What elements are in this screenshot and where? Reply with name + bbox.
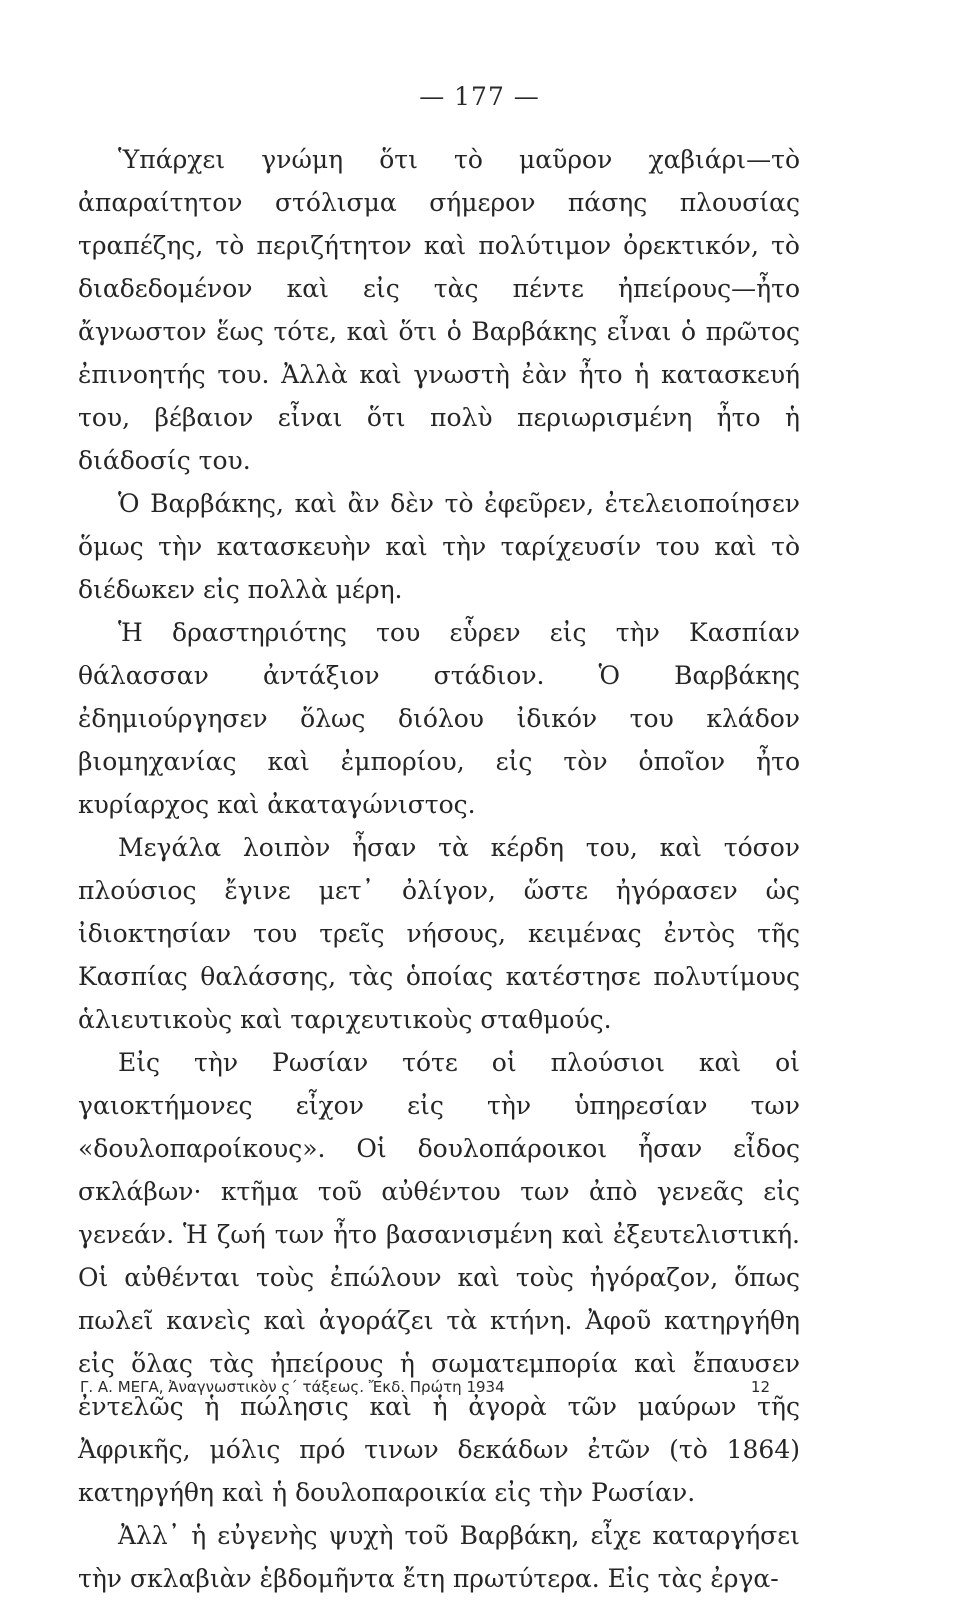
page-number: — 177 — [419, 82, 540, 111]
paragraph-3: Ἡ δραστηριότης του εὗρεν εἰς τὴν Κασπίαν θάλασσαν ἀντάξιον στάδιον. Ὁ Βαρβάκης ἐδημιούργησεν ὅλως διόλου ἰδικόν του κλάδον βιομηχανίας καὶ ἐμπορίου, εἰς τὸν ὁποῖον ἦτο κυρίαρχος καὶ ἀκαταγώνιστος. [78, 618, 800, 819]
paragraph-5: Εἰς τὴν Ρωσίαν τότε οἱ πλούσιοι καὶ οἱ γαιοκτήμονες εἶχον εἰς τὴν ὑπηρεσίαν των «δουλοπαροίκους». Οἱ δουλοπάροικοι ἦσαν εἶδος σκλάβων· κτῆμα τοῦ αὐθέντου των ἀπὸ γενεᾶς εἰς γενεάν. Ἡ ζωή των ἦτο βασανισμένη καὶ ἐξευτελιστική. Οἱ αὐθένται τοὺς ἐπώλουν καὶ τοὺς ἠγόραζον, ὅπως πωλεῖ κανεὶς καὶ ἀγοράζει τὰ κτήνη. Ἀφοῦ κατηργήθη εἰς ὅλας τὰς ἠπείρους ἡ σωματεμπορία καὶ ἔπαυσεν ἐντελῶς ἡ πώλησις καὶ ἡ ἀγορὰ τῶν μαύρων τῆς Ἀφρικῆς, μόλις πρό τινων δεκάδων ἐτῶν (τὸ 1864) κατηργήθη καὶ ἡ δουλοπαροικία εἰς τὴν Ρωσίαν. [78, 1048, 800, 1507]
footer-signature-mark: 12 [750, 1378, 770, 1396]
paragraph-4: Μεγάλα λοιπὸν ἦσαν τὰ κέρδη του, καὶ τόσον πλούσιος ἔγινε μετ᾽ ὀλίγον, ὥστε ἠγόρασεν ὡς ἰδιοκτησίαν του τρεῖς νήσους, κειμένας ἐντὸς τῆς Κασπίας θαλάσσης, τὰς ὁποίας κατέστησε πολυτίμους ἁλιευτικοὺς καὶ ταριχευτικοὺς σταθμούς. [78, 833, 800, 1034]
footer-citation: Γ. Α. ΜΕΓΑ, Ἀναγνωστικὸν ς΄ τάξεως. Ἔκδ. Πρώτη 1934 [80, 1378, 505, 1396]
paragraph-2: Ὁ Βαρβάκης, καὶ ἂν δὲν τὸ ἐφεῦρεν, ἐτελειοποίησεν ὅμως τὴν κατασκευὴν καὶ τὴν ταρίχευσίν του καὶ τὸ διέδωκεν εἰς πολλὰ μέρη. [78, 489, 800, 604]
page-footer [80, 1378, 770, 1396]
paragraph-1: Ὑπάρχει γνώμη ὅτι τὸ μαῦρον χαβιάρι—τὸ ἀπαραίτητον στόλισμα σήμερον πάσης πλουσίας τραπέζης, τὸ περιζήτητον καὶ πολύτιμον ὀρεκτικόν, τὸ διαδεδομένον καὶ εἰς τὰς πέντε ἠπείρους—ἦτο ἄγνωστον ἕως τότε, καὶ ὅτι ὁ Βαρβάκης εἶναι ὁ πρῶτος ἐπινοητής του. Ἀλλὰ καὶ γνωστὴ ἐὰν ἦτο ἡ κατασκευή του, βέβαιον εἶναι ὅτι πολὺ περιωρισμένη ἦτο ἡ διάδοσίς του. [78, 145, 800, 475]
paragraph-6: Ἀλλ᾽ ἡ εὐγενὴς ψυχὴ τοῦ Βαρβάκη, εἶχε καταργήσει τὴν σκλαβιὰν ἑβδομῆντα ἔτη πρωτύτερα. Εἰς τὰς ἐργα- [78, 1521, 800, 1593]
